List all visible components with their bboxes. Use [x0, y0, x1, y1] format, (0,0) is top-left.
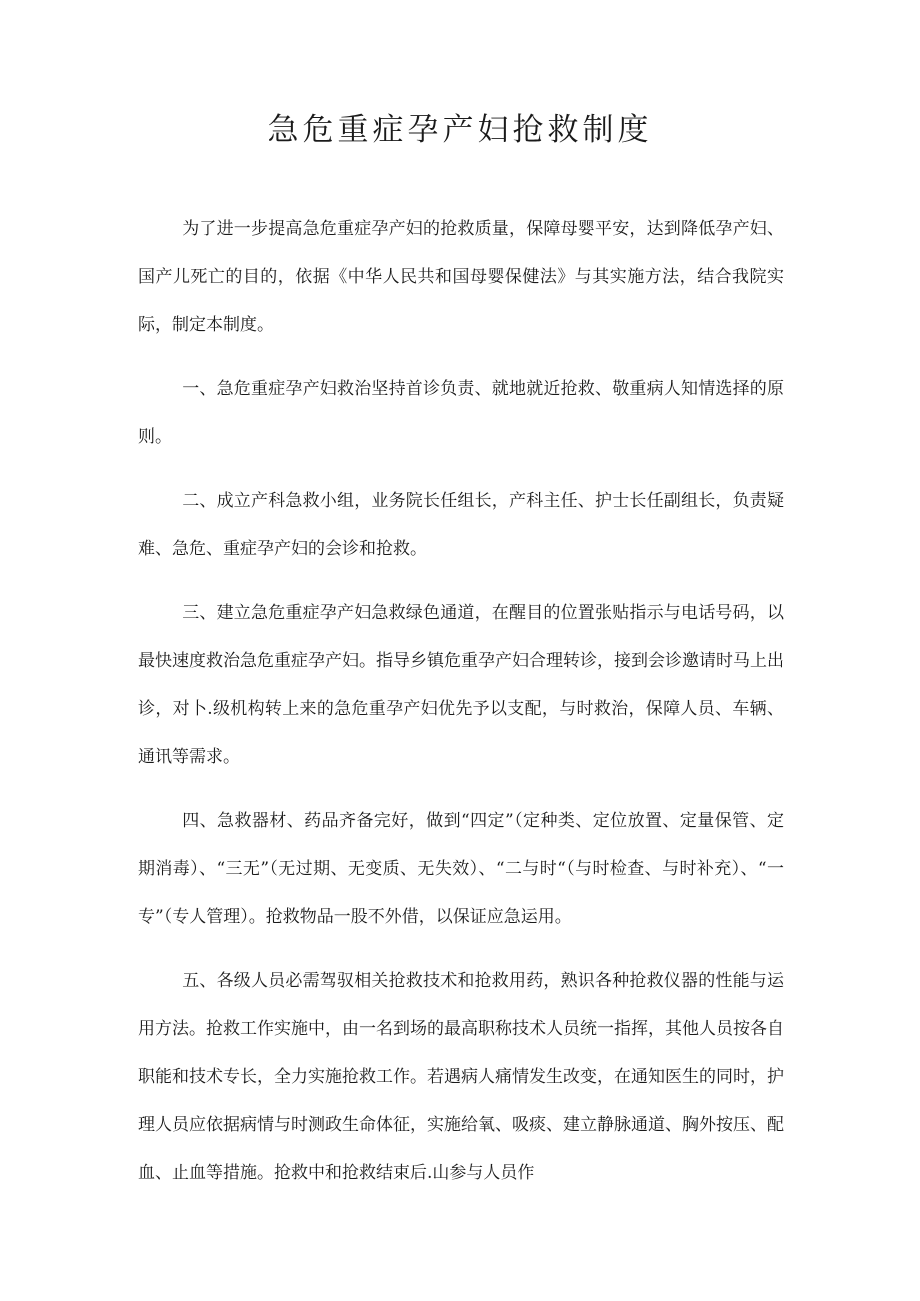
paragraph-clause-1: 一、急危重症孕产妇救治坚持首诊负责、就地就近抢救、敬重病人知情选择的原则。	[138, 379, 784, 447]
document-body	[138, 205, 784, 1213]
paragraph-clause-2: 二、成立产科急救小组，业务院长任组长，产科主任、护士长任副组长，负责疑难、急危、重症孕产妇的会诊和抢救。	[138, 491, 784, 559]
paragraph-clause-5: 五、各级人员必需驾驭相关抢救技术和抢救用药，熟识各种抢救仪器的性能与运用方法。抢救工作实施中，由一名到场的最高职称技术人员统一指挥，其他人员按各自职能和技术专长，全力实施抢救工作。若遇病人痛情发生改变，在通知医生的同时，护理人员应依据病情与时测政生命体征，实施给氧、吸痰、建立静脉通道、胸外按压、配血、止血等措施。抢救中和抢救结束后.山参与人员作	[138, 971, 784, 1183]
paragraph-clause-4: 四、急救器材、药品齐备完好，做到“四定”（定种类、定位放置、定量保管、定期消毒）、“三无”（无过期、无变质、无失效）、“二与时“（与时检查、与时补充）、“一专”（专人管理）。抢救物品一股不外借，以保证应急运用。	[138, 811, 784, 927]
document-title: 急危重症孕产妇抢救制度	[267, 112, 653, 148]
paragraph-intro: 为了进一步提高急危重症孕产妇的抢救质量，保障母婴平安，达到降低孕产妇、国产儿死亡的目的，依据《中华人民共和国母婴保健法》与其实施方法，结合我院实际，制定本制度。	[138, 219, 784, 335]
paragraph-clause-3: 三、建立急危重症孕产妇急救绿色通道，在醒目的位置张贴指示与电话号码，以最快速度救治急危重症孕产妇。指导乡镇危重孕产妇合理转诊，接到会诊邀请时马上出诊，对卜.级机构转上来的急危重孕产妇优先予以支配，与时救治，保障人员、车辆、通讯等需求。	[138, 603, 784, 767]
